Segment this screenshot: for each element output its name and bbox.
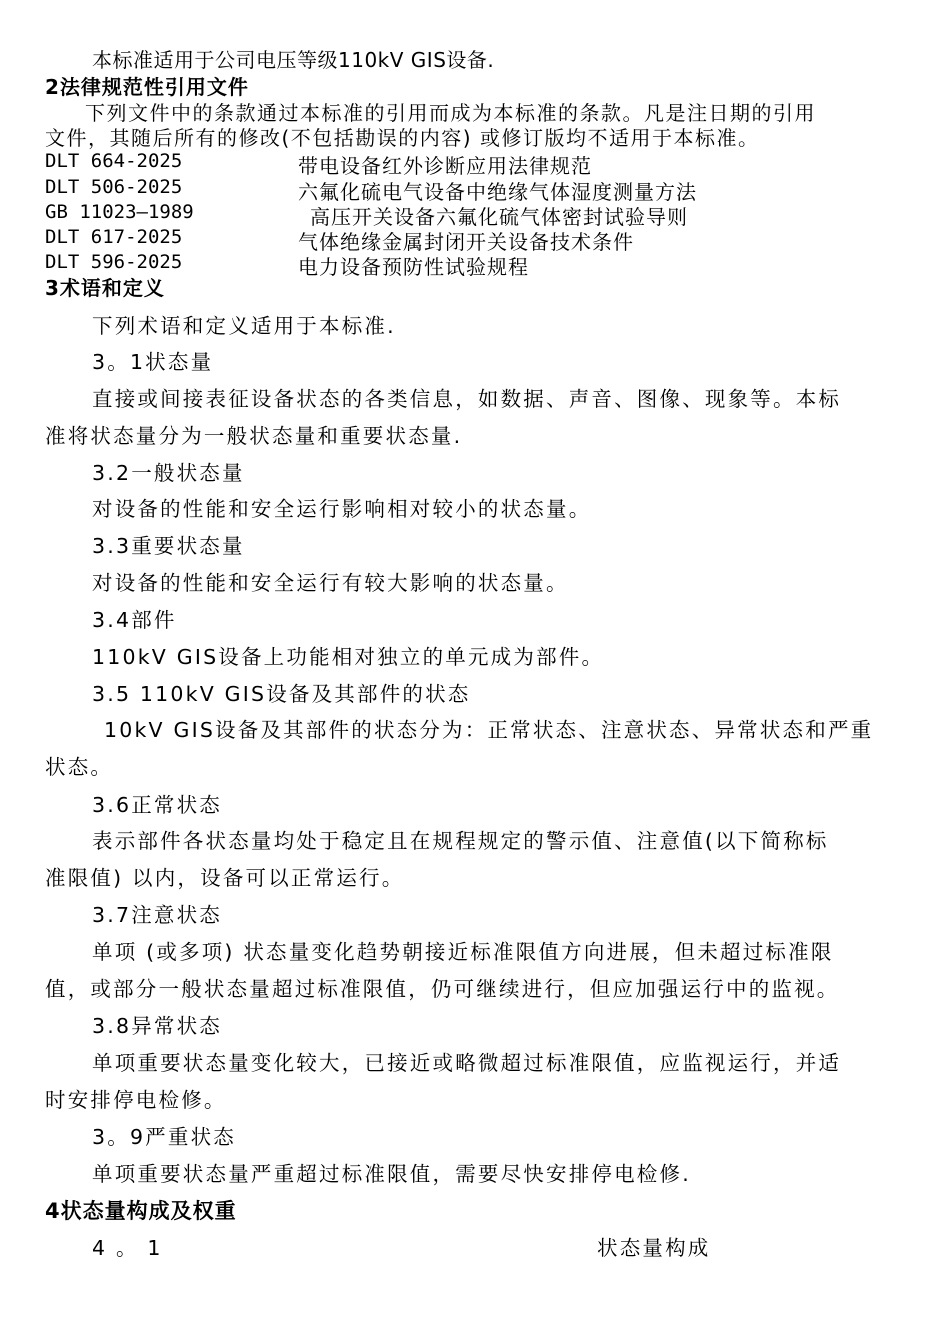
reference-code: DLT 506-2025 bbox=[45, 176, 183, 198]
reference-row bbox=[0, 150, 950, 176]
reference-title: 六氟化硫电气设备中绝缘气体湿度测量方法 bbox=[298, 180, 697, 204]
section4-heading: 4状态量构成及权重 bbox=[45, 1199, 237, 1223]
section2-intro-line2: 文件，其随后所有的修改(不包括勘误的内容) 或修订版均不适用于本标准。 bbox=[45, 126, 760, 150]
reference-code: DLT 664-2025 bbox=[45, 150, 183, 172]
term-3-9-line1: 单项重要状态量严重超过标准限值，需要尽快安排停电检修. bbox=[92, 1162, 691, 1186]
section2-intro-line1: 下列文件中的条款通过本标准的引用而成为本标准的条款。凡是注日期的引用 bbox=[85, 101, 816, 125]
reference-title: 带电设备红外诊断应用法律规范 bbox=[298, 154, 592, 178]
section2-heading: 2法律规范性引用文件 bbox=[45, 75, 249, 99]
term-3-7-title: 3.7注意状态 bbox=[92, 903, 223, 927]
term-3-2-line1: 对设备的性能和安全运行影响相对较小的状态量。 bbox=[92, 497, 592, 521]
section3-intro: 下列术语和定义适用于本标准. bbox=[92, 314, 396, 338]
reference-code: DLT 617-2025 bbox=[45, 226, 183, 248]
term-3-1-title: 3。1状态量 bbox=[92, 350, 214, 374]
reference-row bbox=[0, 251, 950, 277]
term-3-3-line1: 对设备的性能和安全运行有较大影响的状态量。 bbox=[92, 571, 569, 595]
term-3-9-title: 3。9严重状态 bbox=[92, 1125, 236, 1149]
term-3-1-line1: 直接或间接表征设备状态的各类信息，如数据、声音、图像、现象等。本标 bbox=[92, 387, 842, 411]
reference-row bbox=[0, 226, 950, 252]
term-3-2-title: 3.2一般状态量 bbox=[92, 461, 245, 485]
reference-title: 高压开关设备六氟化硫气体密封试验导则 bbox=[310, 205, 688, 229]
term-3-3-title: 3.3重要状态量 bbox=[92, 534, 245, 558]
term-3-7-line2: 值，或部分一般状态量超过标准限值，仍可继续进行，但应加强运行中的监视。 bbox=[45, 977, 840, 1001]
term-3-4-line1: 110kV GIS设备上功能相对独立的单元成为部件。 bbox=[92, 645, 605, 669]
term-3-4-title: 3.4部件 bbox=[92, 608, 177, 632]
reference-code: GB 11023—1989 bbox=[45, 201, 194, 223]
scope-line: 本标准适用于公司电压等级110kV GIS设备. bbox=[92, 48, 495, 72]
reference-row bbox=[0, 201, 950, 227]
section4-1-title: 状态量构成 bbox=[597, 1236, 711, 1260]
term-3-6-line2: 准限值) 以内，设备可以正常运行。 bbox=[45, 866, 405, 890]
term-3-6-line1: 表示部件各状态量均处于稳定且在规程规定的警示值、注意值(以下简称标 bbox=[92, 829, 829, 853]
term-3-8-line1: 单项重要状态量变化较大，已接近或略微超过标准限值，应监视运行，并适 bbox=[92, 1051, 842, 1075]
reference-code: DLT 596-2025 bbox=[45, 251, 183, 273]
term-3-8-line2: 时安排停电检修。 bbox=[45, 1088, 227, 1112]
term-3-8-title: 3.8异常状态 bbox=[92, 1014, 223, 1038]
section3-heading: 3术语和定义 bbox=[45, 276, 165, 300]
term-3-1-line2: 准将状态量分为一般状态量和重要状态量. bbox=[45, 424, 463, 448]
term-3-5-line2: 状态。 bbox=[45, 755, 114, 779]
reference-title: 气体绝缘金属封闭开关设备技术条件 bbox=[298, 230, 634, 254]
section4-1-number: 4 。 1 bbox=[92, 1236, 163, 1260]
term-3-7-line1: 单项 (或多项) 状态量变化趋势朝接近标准限值方向进展，但未超过标准限 bbox=[92, 940, 834, 964]
term-3-5-title: 3.5 110kV GIS设备及其部件的状态 bbox=[92, 682, 471, 706]
term-3-5-line1: 10kV GIS设备及其部件的状态分为：正常状态、注意状态、异常状态和严重 bbox=[104, 718, 874, 742]
reference-title: 电力设备预防性试验规程 bbox=[298, 255, 529, 279]
reference-row bbox=[0, 176, 950, 202]
term-3-6-title: 3.6正常状态 bbox=[92, 793, 223, 817]
